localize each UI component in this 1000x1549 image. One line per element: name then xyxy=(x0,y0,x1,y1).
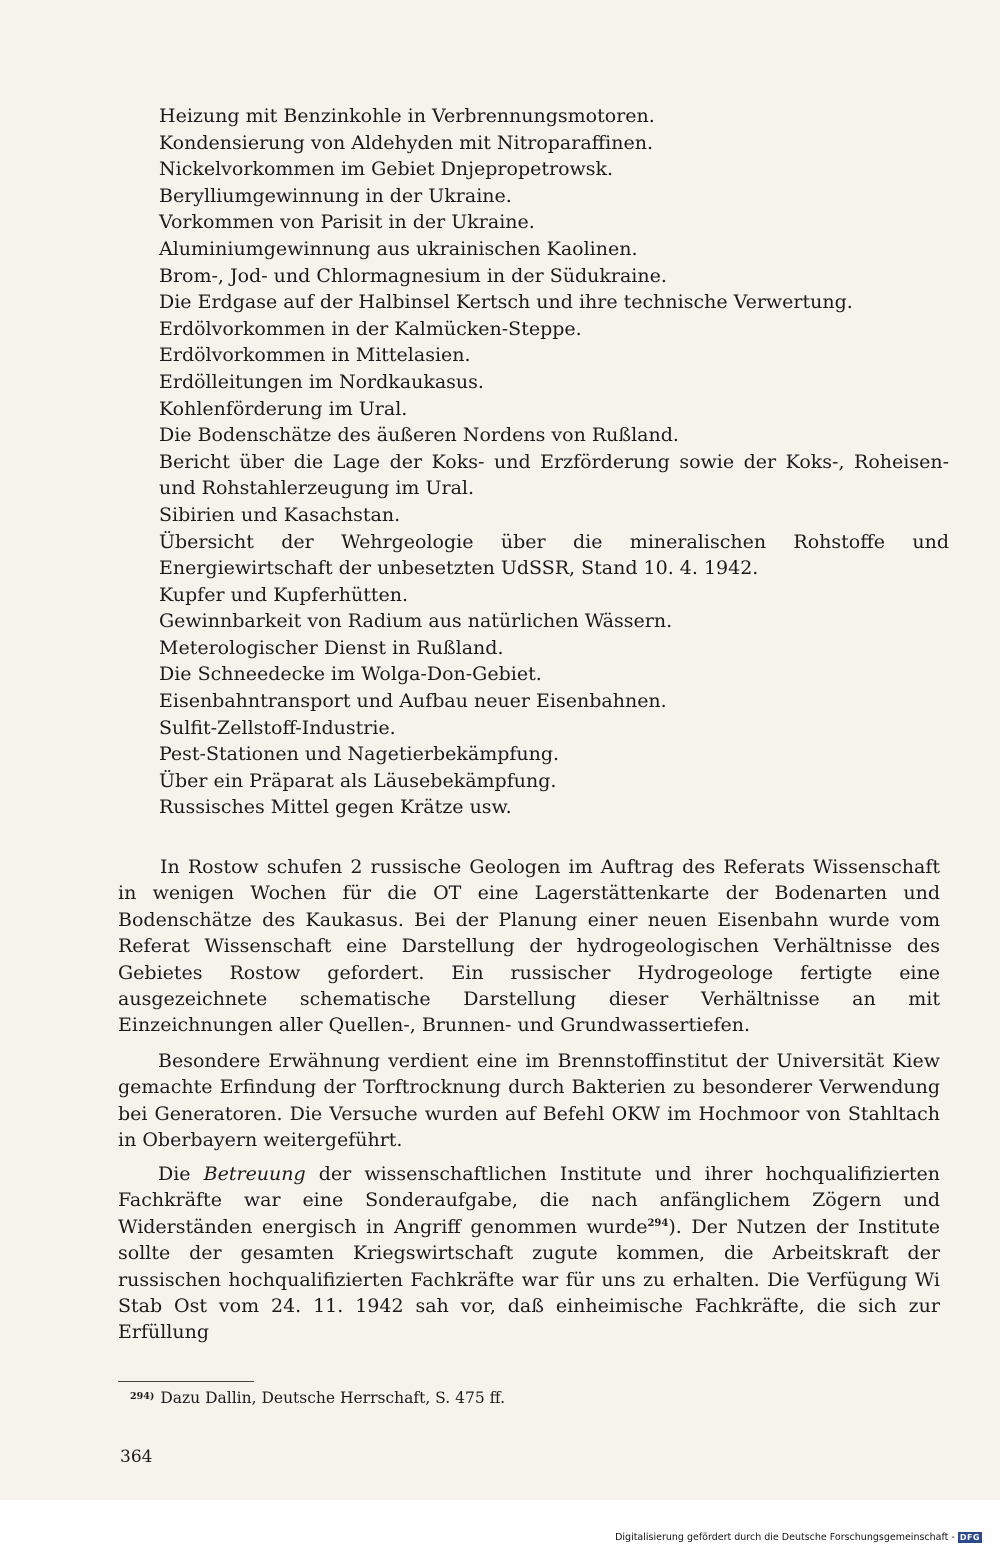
list-item: Berylliumgewinnung in der Ukraine. xyxy=(159,184,512,207)
paragraph-rostow: In Rostow schufen 2 russische Geologen im Auftrag des Referats Wissenschaft in wenigen Wochen für die OT eine Lagerstättenkarte der Bodenarten und Bodenschätze des Kaukasus. Bei der Planung einer neuen Eisenbahn wurde vom Referat Wissenschaft eine Darstellung der hydrogeologischen Verhältnisse des Gebietes Rostow gefordert. Ein russischer Hydrogeologe fertigte eine ausgezeichnete schematische Darstellung dieser Verhältnisse an mit Einzeichnungen aller Quellen-, Brunnen- und Grundwassertiefen. xyxy=(118,856,940,1037)
footnote-marker xyxy=(130,1391,154,1402)
list-item: Meterologischer Dienst in Rußland. xyxy=(159,636,504,659)
paragraph-text-continued: ). Der Nutzen der Institute sollte der gesamten Kriegswirtschaft zugute kommen, die Arbeitskraft der russischen hochqualifizierten Fachkräfte war für uns zu erhalten. Die Verfügung Wi Stab Ost vom 24. 11. 1942 sah vor, daß einheimische Fachkräfte, die sich zur Erfüllung xyxy=(118,1215,940,1344)
list-item: Pest-Stationen und Nagetierbekämpfung. xyxy=(159,743,560,766)
dfg-logo: DFG xyxy=(959,1533,980,1542)
list-item: Russisches Mittel gegen Krätze usw. xyxy=(159,796,512,819)
list-item: Bericht über die Lage der Koks- und Erzförderung sowie der Koks-, Roheisen- und Rohstahlerzeugung im Ural. xyxy=(159,450,949,500)
footnote-number: 294 xyxy=(130,1391,150,1402)
list-item: Erdölleitungen im Nordkaukasus. xyxy=(159,370,484,393)
list-item: Heizung mit Benzinkohle in Verbrennungsmotoren. xyxy=(159,105,655,127)
list-item: Sibirien und Kasachstan. xyxy=(159,503,401,526)
paragraph-betreuung xyxy=(118,1161,940,1346)
list-item: Erdölvorkommen in der Kalmücken-Steppe. xyxy=(159,317,582,340)
footnote-paren: ) xyxy=(149,1391,155,1402)
list-item: Nickelvorkommen im Gebiet Dnjepropetrowsk. xyxy=(159,158,614,181)
footnote-text: Dazu Dallin, Deutsche Herrschaft, S. 475 ff. xyxy=(160,1389,505,1407)
list-item: Über ein Präparat als Läusebekämpfung. xyxy=(159,769,557,792)
list-item: Die Bodenschätze des äußeren Nordens von Rußland. xyxy=(159,424,679,447)
list-item: Aluminiumgewinnung aus ukrainischen Kaolinen. xyxy=(159,237,638,260)
list-item: Die Schneedecke im Wolga-Don-Gebiet. xyxy=(159,663,542,686)
page-number: 364 xyxy=(120,1447,153,1467)
list-item: Erdölvorkommen in Mittelasien. xyxy=(159,344,471,367)
list-item: Die Erdgase auf der Halbinsel Kertsch und ihre technische Verwertung. xyxy=(159,291,853,314)
list-item: Übersicht der Wehrgeologie über die mineralischen Rohstoffe und Energiewirtschaft der unbesetzten UdSSR, Stand 10. 4. 1942. xyxy=(159,530,949,580)
footnote-divider xyxy=(118,1381,254,1382)
list-item: Vorkommen von Parisit in der Ukraine. xyxy=(159,211,535,234)
list-item: Brom-, Jod- und Chlormagnesium in der Südukraine. xyxy=(159,264,667,287)
list-item: Kohlenförderung im Ural. xyxy=(159,397,408,420)
digitization-credit xyxy=(615,1532,982,1544)
paragraph-kiew: Besondere Erwähnung verdient eine im Brennstoffinstitut der Universität Kiew gemachte Erfindung der Torftrocknung durch Bakterien zu besonderer Verwendung bei Generatoren. Die Versuche wurden auf Befehl OKW im Hochmoor von Stahltach in Oberbayern weitergeführt. xyxy=(118,1050,940,1152)
list-item: Kupfer und Kupferhütten. xyxy=(159,583,409,606)
footnote xyxy=(130,1386,505,1409)
paragraph-text: der wissenschaftlichen Institute und ihrer hochqualifizierten Fachkräfte war eine Sonderaufgabe, die nach anfänglichem Zögern und Widerständen energisch in Angriff genommen wurde xyxy=(118,1163,940,1238)
footnote-reference[interactable]: 294 xyxy=(647,1217,669,1229)
list-item: Kondensierung von Aldehyden mit Nitroparaffinen. xyxy=(159,131,653,154)
paragraph-lead: Die xyxy=(158,1163,191,1185)
list-item: Gewinnbarkeit von Radium aus natürlichen Wässern. xyxy=(159,610,673,633)
credit-text: Digitalisierung gefördert durch die Deutsche Forschungsgemeinschaft - xyxy=(615,1532,955,1543)
emphasis-text: Betreuung xyxy=(203,1163,306,1185)
topic-list xyxy=(159,103,949,821)
list-item: Sulfit-Zellstoff-Industrie. xyxy=(159,716,396,739)
list-item: Eisenbahntransport und Aufbau neuer Eisenbahnen. xyxy=(159,690,667,713)
